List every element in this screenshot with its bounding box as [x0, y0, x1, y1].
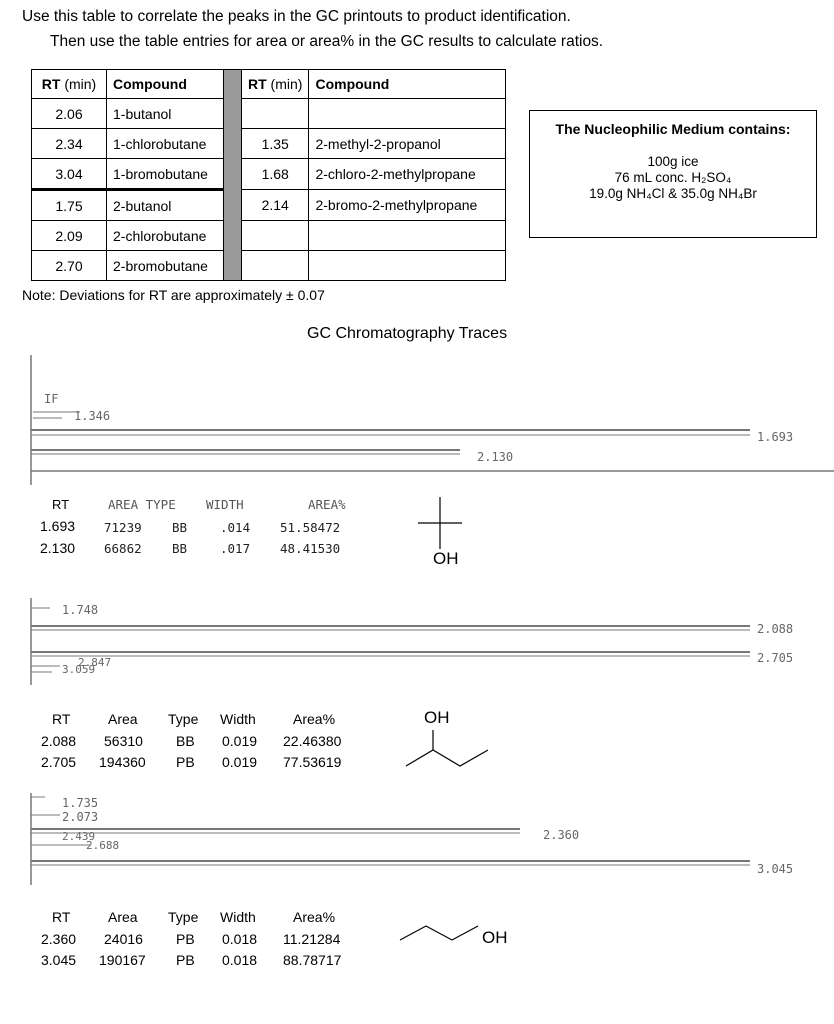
trace-3-chromatogram [0, 785, 834, 895]
trace-3-header-area: Area [108, 909, 138, 925]
trace-1-rt: 2.130 [40, 540, 76, 556]
trace-3-peak-label: 2.360 [543, 828, 580, 842]
trace-2-oh-label: OH [424, 708, 450, 727]
trace-1-area: 66862 [104, 541, 142, 556]
trace-3-peak-label: 2.688 [86, 839, 120, 852]
trace-3-area-pct: 88.78717 [283, 952, 342, 968]
trace-3-rt: 3.045 [41, 952, 77, 968]
1-butanol-structure [398, 918, 488, 948]
table-row [32, 251, 506, 281]
trace-3-width: 0.018 [222, 952, 258, 968]
trace-3-area: 190167 [99, 952, 146, 968]
trace-3-header-width: Width [220, 909, 256, 925]
trace-3-oh-label: OH [482, 928, 508, 947]
trace-1-oh-label: OH [433, 549, 459, 568]
rt-cell: 2.06 [32, 99, 107, 129]
trace-2-chromatogram [0, 590, 834, 690]
medium-line-2: 76 mL conc. H₂SO₄ [614, 170, 732, 185]
trace-1-peak-label: 1.346 [74, 409, 111, 423]
rt-header: RT (min) [242, 70, 309, 99]
trace-2-header-rt: RT [52, 711, 71, 727]
trace-3-header-area-pct: Area% [293, 909, 336, 925]
tert-butanol-structure [410, 495, 470, 555]
compound-cell [309, 251, 506, 281]
trace-3-peak-label: 3.045 [757, 862, 794, 876]
trace-2-area-pct: 22.46380 [283, 733, 342, 749]
compound-cell: 2-butanol [107, 190, 224, 221]
trace-2-width: 0.019 [222, 733, 258, 749]
trace-2-rt: 2.088 [41, 733, 77, 749]
compound-cell: 2-bromobutane [107, 251, 224, 281]
trace-3-header-rt: RT [52, 909, 71, 925]
trace-1-header-area-pct: AREA% [308, 497, 346, 512]
medium-line-1: 100g ice [647, 154, 699, 169]
compound-cell [309, 221, 506, 251]
compound-cell: 1-chlorobutane [107, 129, 224, 159]
trace-1-header-area-type: AREA TYPE [108, 497, 176, 512]
trace-3-type: PB [176, 931, 195, 947]
trace-3-area: 24016 [104, 931, 143, 947]
trace-1-chromatogram [0, 355, 834, 495]
rt-cell: 1.75 [32, 190, 107, 221]
medium-title: The Nucleophilic Medium contains: [555, 121, 791, 137]
trace-1-if-label: IF [44, 392, 59, 406]
rt-cell: 3.04 [32, 159, 107, 190]
compound-cell: 2-methyl-2-propanol [309, 129, 506, 159]
rt-cell: 2.34 [32, 129, 107, 159]
trace-2-peak-label: 2.847 [78, 656, 112, 669]
trace-1-header-width: WIDTH [206, 497, 244, 512]
rt-header: RT (min) [32, 70, 107, 99]
trace-1-area-pct: 51.58472 [280, 520, 341, 535]
trace-2-header-width: Width [220, 711, 256, 727]
trace-2-peak-label: 3.059 [62, 663, 96, 676]
trace-1-type: BB [172, 541, 188, 556]
rt-cell: 2.09 [32, 221, 107, 251]
compound-cell: 2-bromo-2-methylpropane [309, 190, 506, 221]
compound-cell: 1-butanol [107, 99, 224, 129]
trace-2-type: BB [176, 733, 195, 749]
trace-2-area: 194360 [99, 754, 146, 770]
trace-3-type: PB [176, 952, 195, 968]
2-butanol-structure [400, 728, 500, 773]
intro-line-2: Then use the table entries for area or area% in the GC results to calculate ratios. [50, 33, 604, 50]
retention-time-table [31, 69, 506, 281]
compound-header: Compound [107, 70, 224, 99]
intro-line-1: Use this table to correlate the peaks in the GC printouts to product identification. [22, 8, 571, 25]
table-row [32, 129, 506, 159]
compound-cell: 2-chloro-2-methylpropane [309, 159, 506, 190]
compound-header: Compound [309, 70, 506, 99]
nucleophilic-medium-box [529, 110, 817, 238]
rt-deviation-note: Note: Deviations for RT are approximately ± 0.07 [22, 287, 325, 303]
trace-3-peak-label: 2.073 [62, 810, 99, 824]
table-divider [224, 70, 242, 281]
rt-cell: 2.14 [242, 190, 309, 221]
trace-2-header-area: Area [108, 711, 138, 727]
compound-cell [309, 99, 506, 129]
trace-2-area-pct: 77.53619 [283, 754, 342, 770]
trace-3-peak-label: 1.735 [62, 796, 99, 810]
trace-2-header-type: Type [168, 711, 199, 727]
rt-cell: 1.68 [242, 159, 309, 190]
trace-1-width: .014 [220, 520, 251, 535]
trace-1-peak-label: 2.130 [477, 450, 514, 464]
trace-1-header-rt: RT [52, 497, 70, 512]
trace-2-peak-label: 1.748 [62, 603, 99, 617]
trace-2-width: 0.019 [222, 754, 258, 770]
rt-cell [242, 99, 309, 129]
compound-cell: 1-bromobutane [107, 159, 224, 190]
table-row [32, 190, 506, 221]
rt-cell: 1.35 [242, 129, 309, 159]
trace-3-rt: 2.360 [41, 931, 77, 947]
rt-cell: 2.70 [32, 251, 107, 281]
trace-3-area-pct: 11.21284 [283, 931, 341, 947]
trace-2-header-area-pct: Area% [293, 711, 336, 727]
trace-1-width: .017 [220, 541, 251, 556]
trace-1-area: 71239 [104, 520, 142, 535]
compound-cell: 2-chlorobutane [107, 221, 224, 251]
trace-3-peak-label: 2.439 [62, 830, 96, 843]
trace-1-area-pct: 48.41530 [280, 541, 341, 556]
trace-2-rt: 2.705 [41, 754, 77, 770]
table-row [32, 221, 506, 251]
gc-title: GC Chromatography Traces [307, 325, 508, 342]
trace-2-area: 56310 [104, 733, 143, 749]
trace-2-peak-label: 2.705 [757, 651, 794, 665]
rt-cell [242, 221, 309, 251]
trace-1-peak-label: 1.693 [757, 430, 794, 444]
trace-2-peak-label: 2.088 [757, 622, 794, 636]
table-row [32, 159, 506, 190]
trace-2-type: PB [176, 754, 195, 770]
trace-3-header-type: Type [168, 909, 199, 925]
table-row [32, 99, 506, 129]
trace-1-rt: 1.693 [40, 518, 76, 534]
trace-3-width: 0.018 [222, 931, 258, 947]
rt-cell [242, 251, 309, 281]
medium-line-3: 19.0g NH₄Cl & 35.0g NH₄Br [589, 186, 757, 201]
trace-1-type: BB [172, 520, 188, 535]
